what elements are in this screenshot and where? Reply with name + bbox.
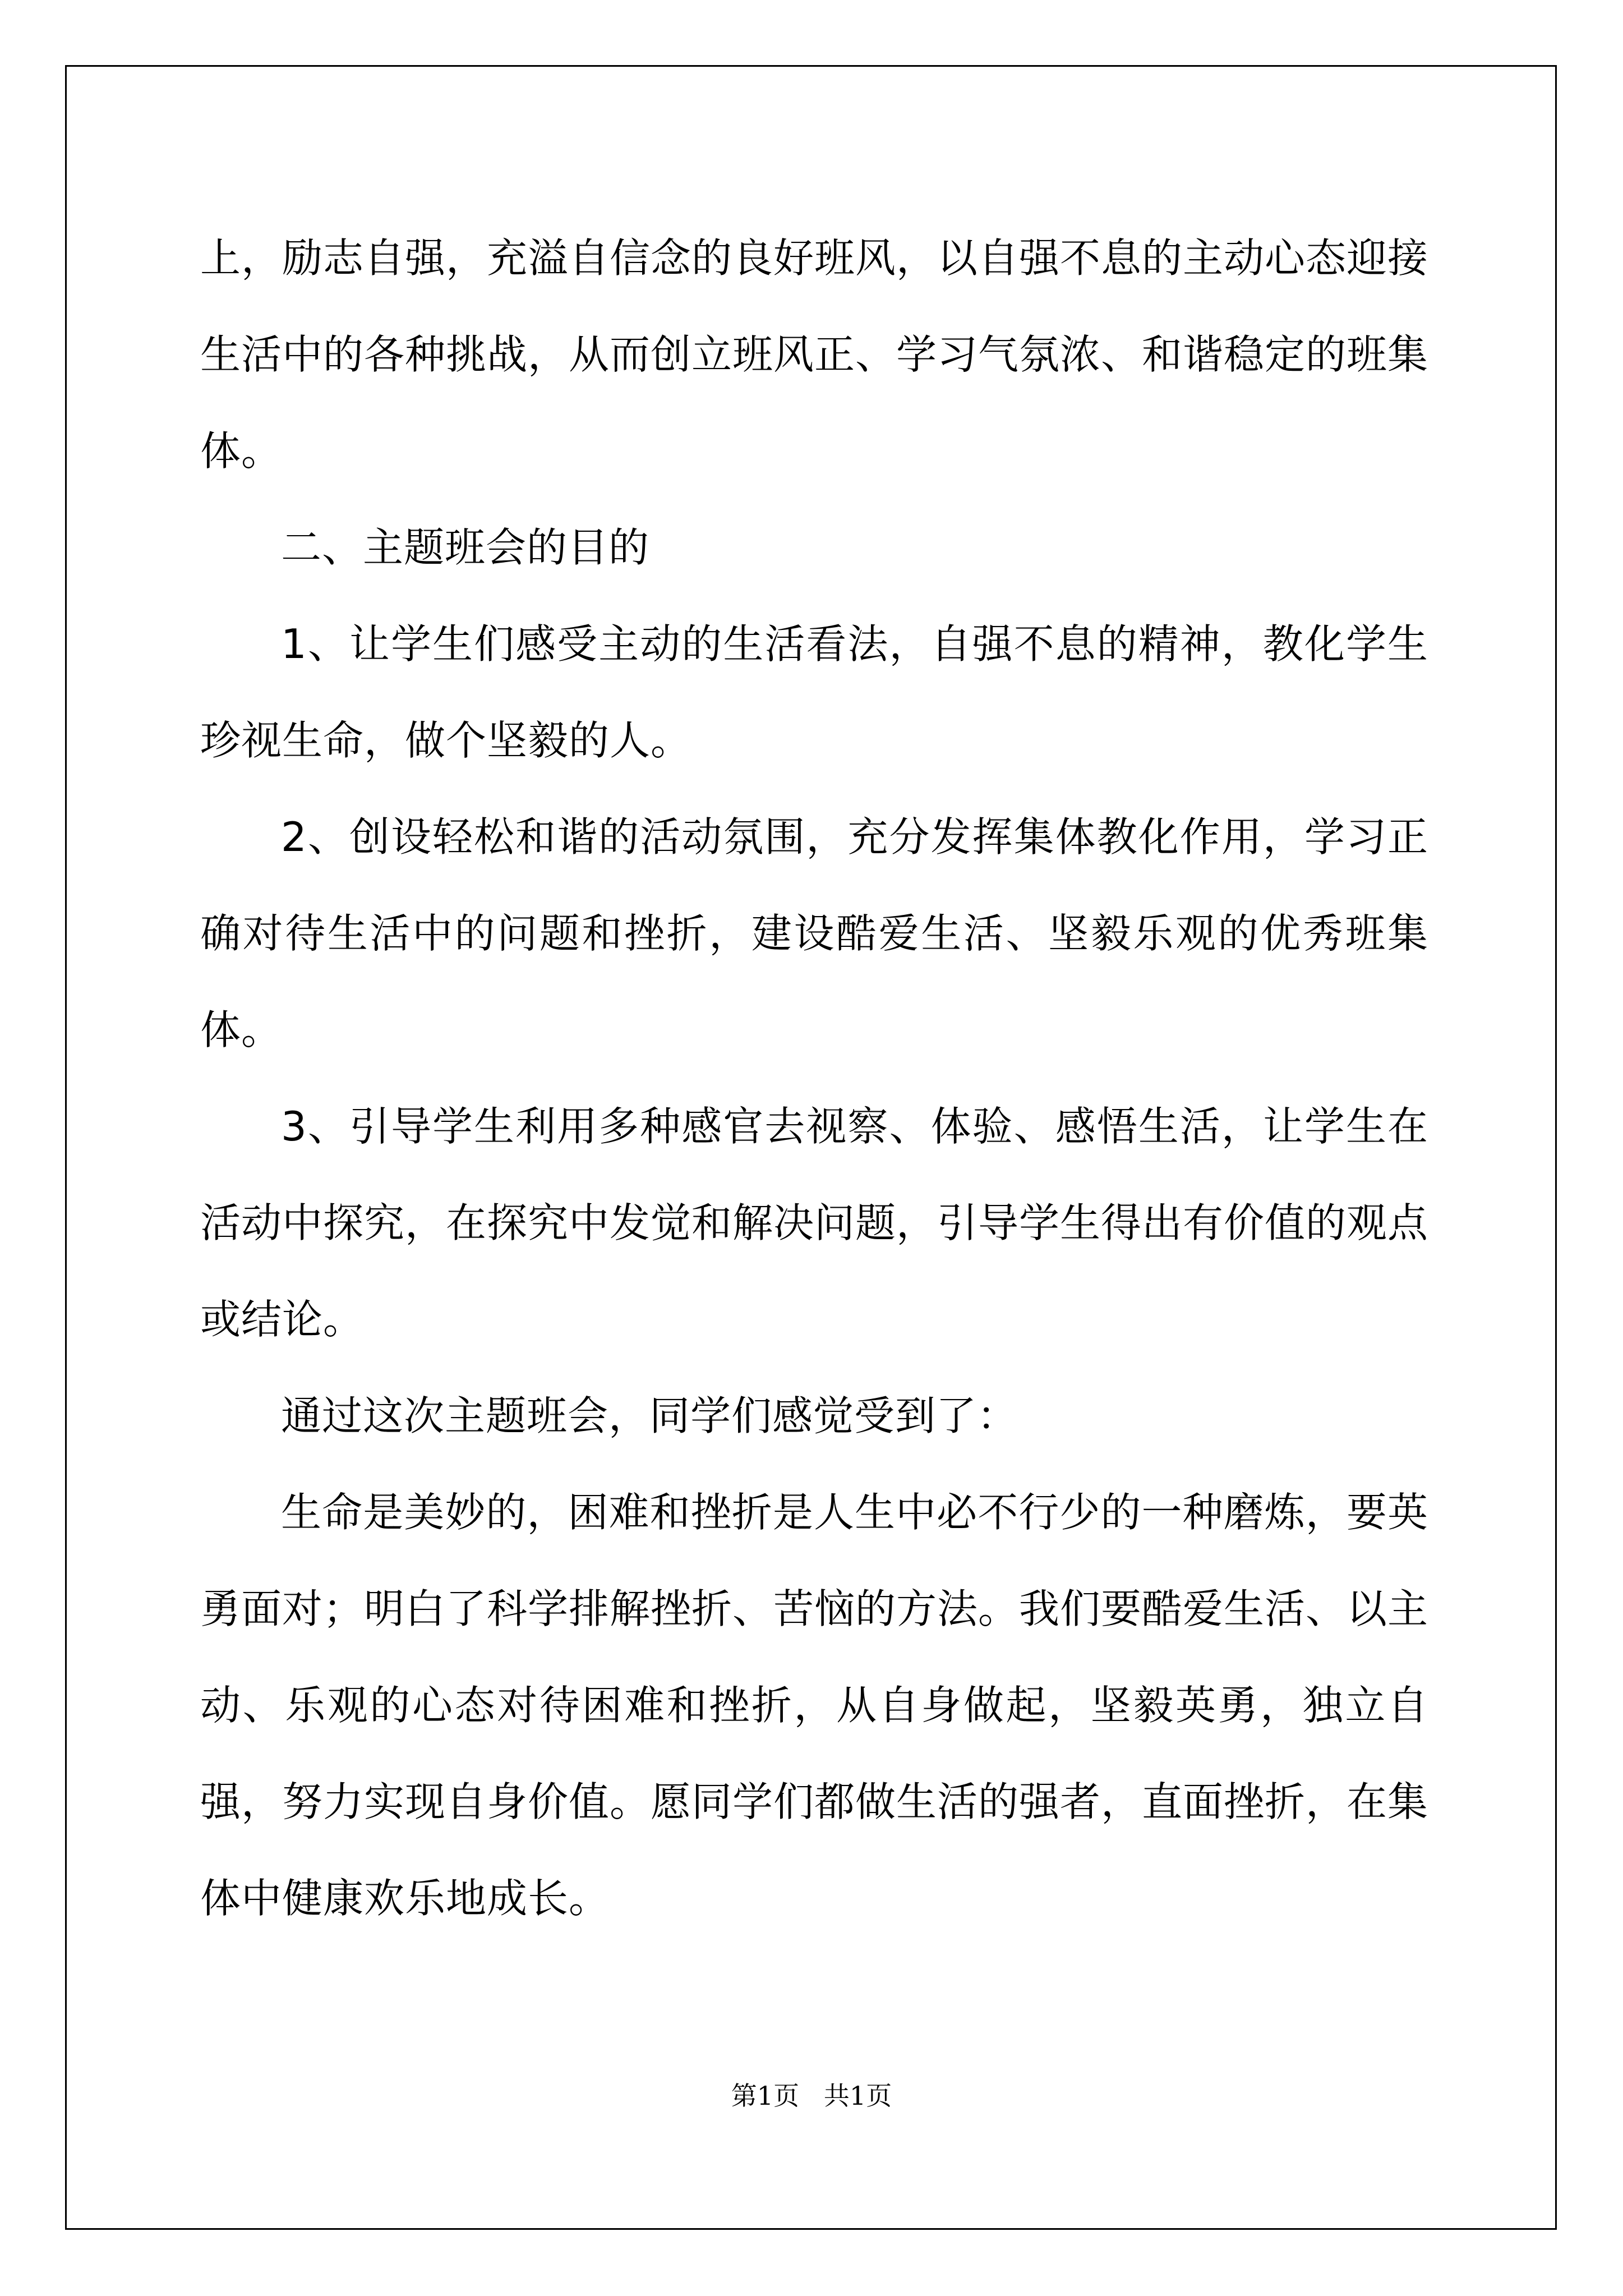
section-heading: 二、主题班会的目的 bbox=[281, 524, 650, 571]
paragraph-continuation: 上，励志自强，充溢自信念的良好班风，以自强不息的主动心态迎接生活中的各种挑战，从而创立班风正、学习气氛浓、和谐稳定的班集体。 bbox=[200, 234, 1429, 475]
purpose-item-1: 1、让学生们感受主动的生活看法，自强不息的精神，教化学生珍视生命，做个坚毅的人。 bbox=[200, 620, 1428, 764]
page-footer: 第1页 共1页 bbox=[731, 2081, 892, 2111]
purpose-item-3: 3、引导学生利用多种感官去视察、体验、感悟生活，让学生在活动中探究，在探究中发觉和解决问题，引导学生得出有价值的观点或结论。 bbox=[200, 1103, 1429, 1343]
document-body bbox=[200, 210, 1428, 1947]
summary-intro: 通过这次主题班会，同学们感觉受到了： bbox=[281, 1392, 1018, 1439]
purpose-item-2: 2、创设轻松和谐的活动氛围，充分发挥集体教化作用，学习正确对待生活中的问题和挫折，建设酷爱生活、坚毅乐观的优秀班集体。 bbox=[200, 813, 1428, 1053]
summary-paragraph: 生命是美妙的，困难和挫折是人生中必不行少的一种磨炼，要英勇面对；明白了科学排解挫折、苦恼的方法。我们要酷爱生活、以主动、乐观的心态对待困难和挫折，从自身做起，坚毅英勇，独立自强，努力实现自身价值。愿同学们都做生活的强者，直面挫折，在集体中健康欢乐地成长。 bbox=[200, 1489, 1429, 1922]
